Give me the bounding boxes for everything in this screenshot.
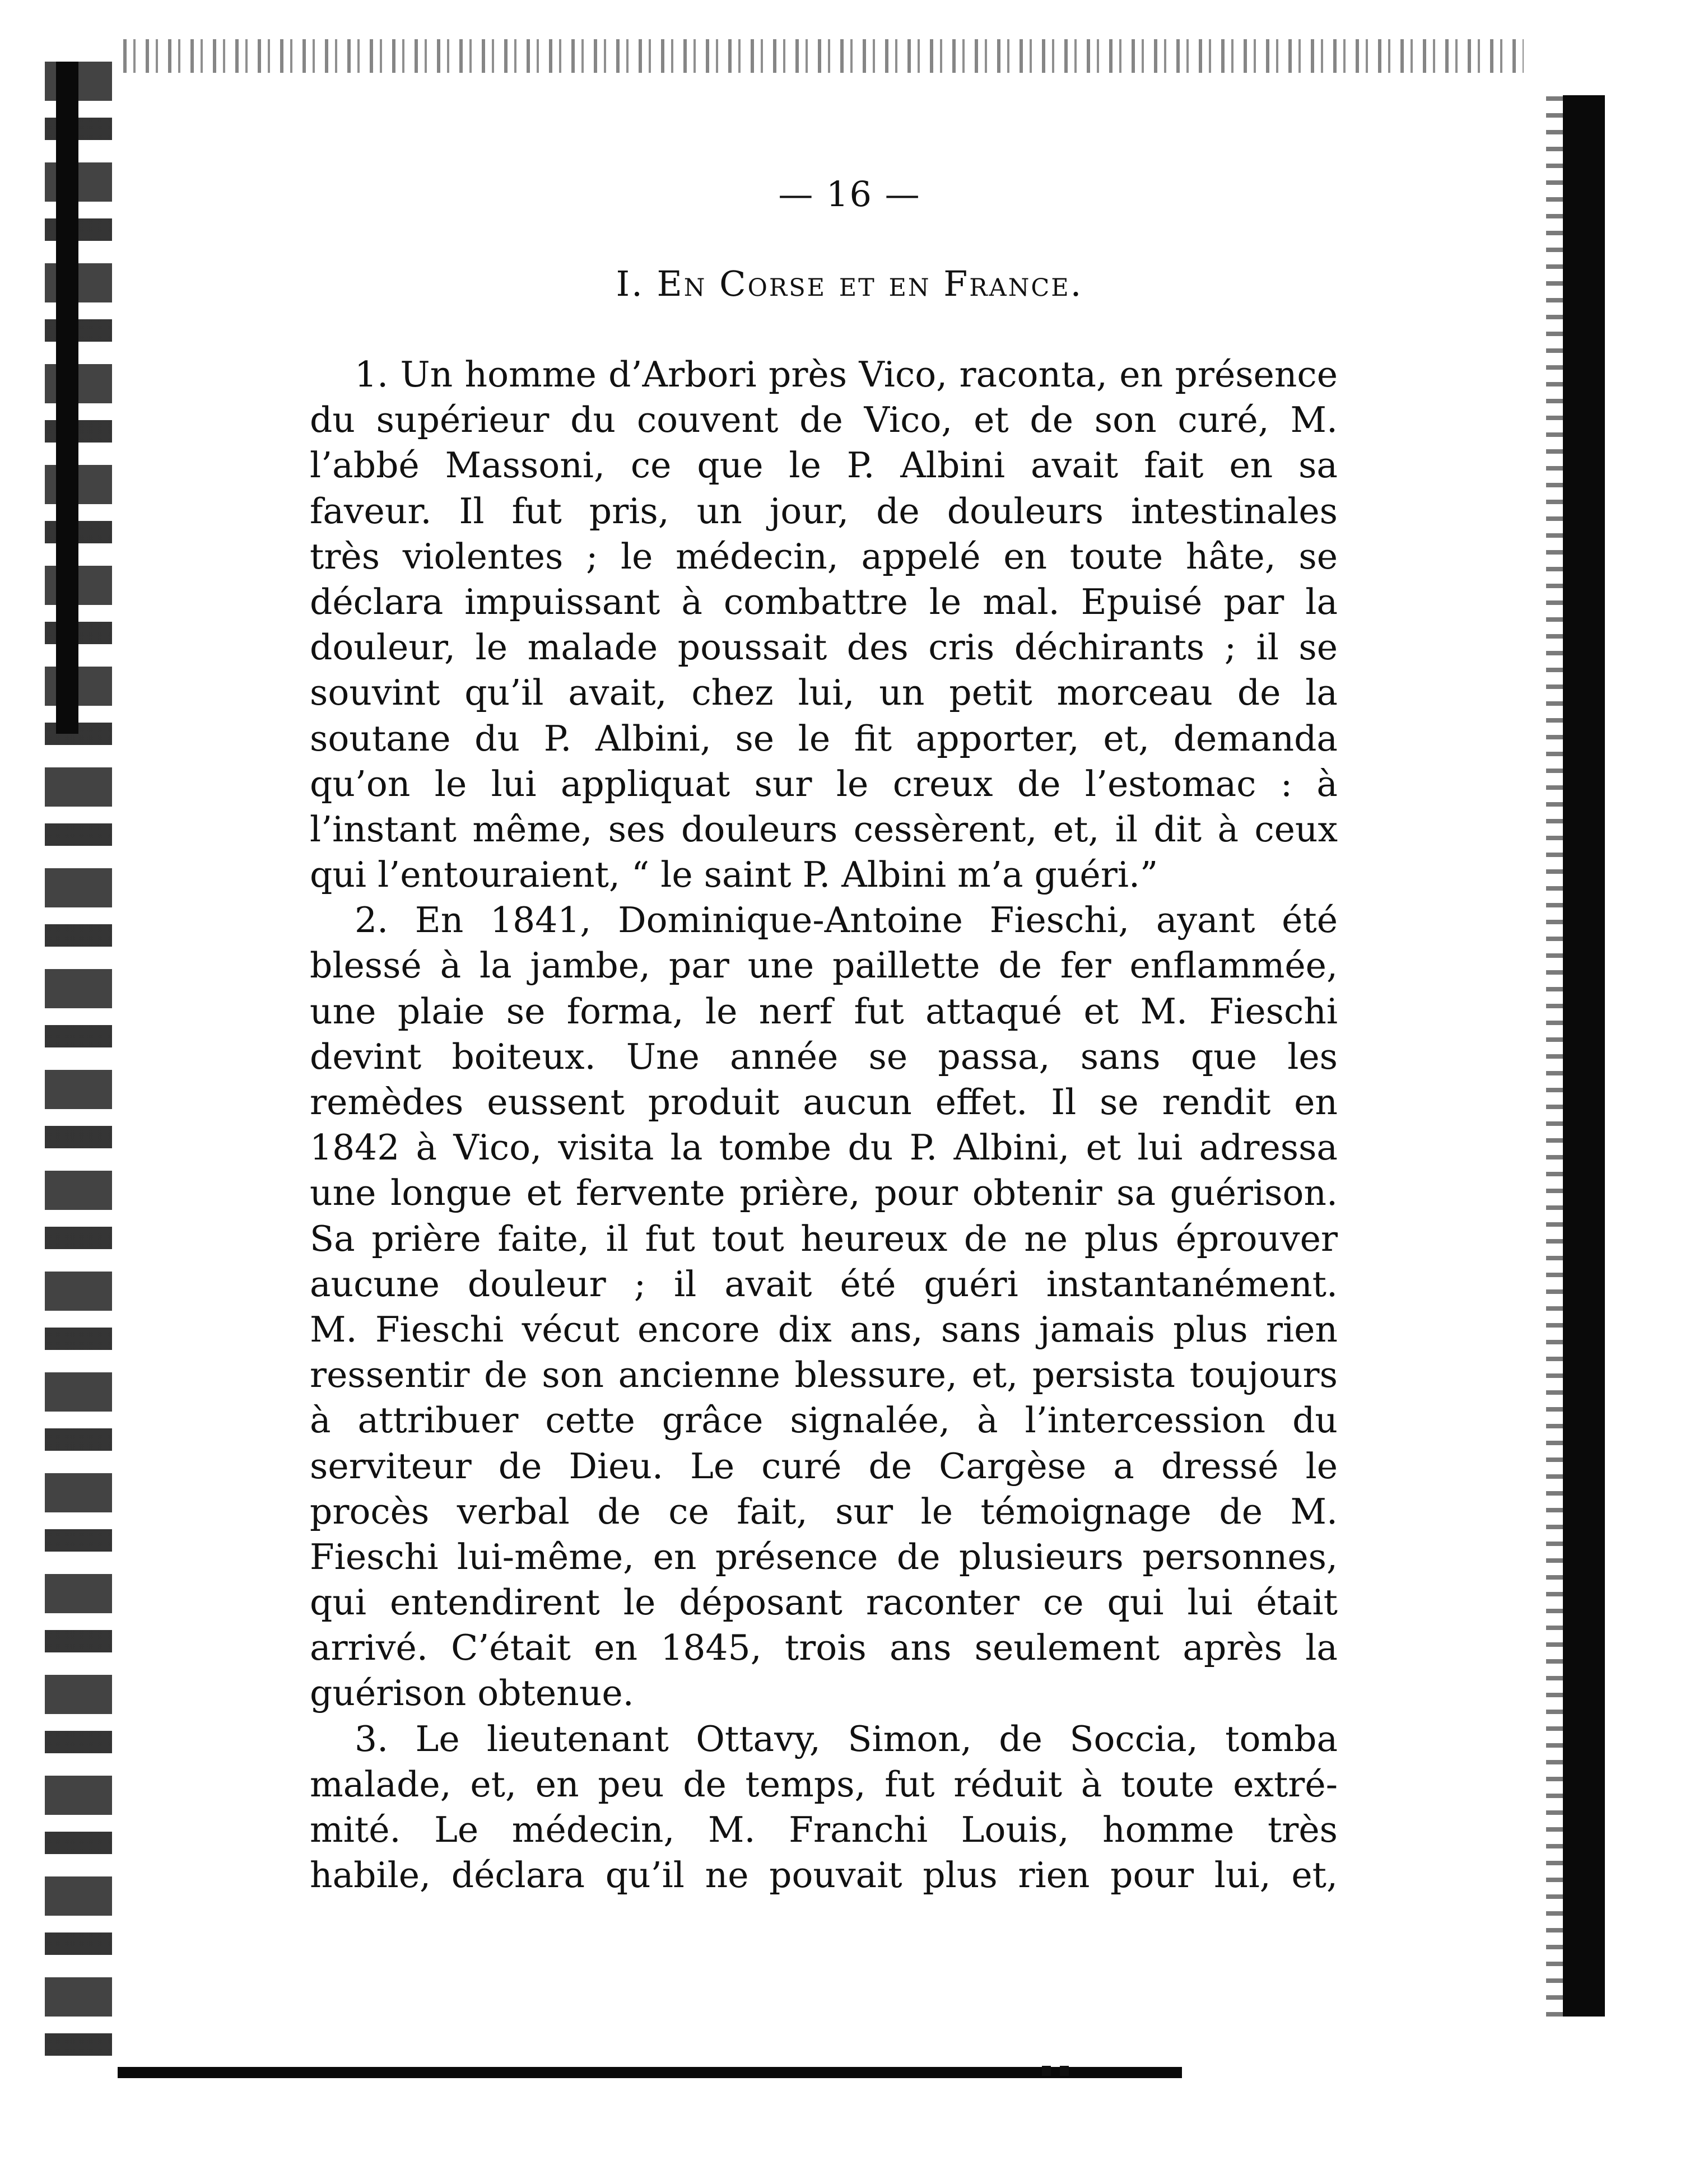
text-line: mité. Le médecin, M. Franchi Louis, homme très	[310, 1809, 1338, 1850]
page-number: — 16 —	[778, 174, 921, 215]
text-line: à attribuer cette grâce signalée, à l’intercession du	[310, 1400, 1338, 1441]
text-line: aucune douleur ; il avait été guéri instantanément.	[310, 1263, 1338, 1305]
scan-border-left	[45, 62, 112, 2056]
text-line: blessé à la jambe, par une paillette de fer enflammée,	[310, 945, 1338, 986]
text-line: habile, déclara qu’il ne pouvait plus rien pour lui, et,	[310, 1855, 1338, 1896]
text-line: qui entendirent le déposant raconter ce qui lui était	[310, 1582, 1338, 1623]
text-line: 1. Un homme d’Arbori près Vico, raconta, en présence	[355, 354, 1338, 395]
text-line: du supérieur du couvent de Vico, et de son curé, M.	[310, 399, 1338, 441]
text-line: devint boiteux. Une année se passa, sans que les	[310, 1036, 1338, 1077]
text-line: souvint qu’il avait, chez lui, un petit morceau de la	[310, 672, 1338, 714]
text-line: malade, et, en peu de temps, fut réduit à toute extré-	[310, 1763, 1338, 1805]
text-line: douleur, le malade poussait des cris déchirants ; il se	[310, 627, 1338, 668]
body-text	[310, 352, 1338, 1898]
text-line: guérison obtenue.	[310, 1673, 634, 1714]
section-title: I. En Corse et en France.	[616, 263, 1083, 304]
text-line: 1842 à Vico, visita la tombe du P. Albini, et lui adressa	[310, 1127, 1338, 1168]
scan-border-bottom	[118, 2067, 1182, 2078]
text-line: remèdes eussent produit aucun effet. Il se rendit en	[310, 1082, 1338, 1123]
text-line: une plaie se forma, le nerf fut attaqué et M. Fieschi	[310, 990, 1338, 1032]
text-line: M. Fieschi vécut encore dix ans, sans jamais plus rien	[310, 1308, 1338, 1350]
text-line: Fieschi lui-même, en présence de plusieurs personnes,	[310, 1536, 1338, 1577]
text-line: ressentir de son ancienne blessure, et, persista toujours	[310, 1354, 1338, 1396]
text-line: serviteur de Dieu. Le curé de Cargèse a dressé le	[310, 1445, 1338, 1487]
text-line: soutane du P. Albini, se le fit apporter, et, demanda	[310, 718, 1338, 759]
text-line: déclara impuissant à combattre le mal. Epuisé par la	[310, 581, 1338, 622]
scan-border-bottom-dots	[1042, 2066, 1076, 2076]
text-line: qu’on le lui appliquat sur le creux de l’estomac : à	[310, 763, 1338, 804]
scan-border-right	[1563, 95, 1605, 2017]
text-line: 2. En 1841, Dominique-Antoine Fieschi, ayant été	[355, 900, 1338, 941]
scan-border-left-dark	[56, 62, 78, 734]
scan-border-right-noise	[1546, 95, 1563, 2017]
text-line: procès verbal de ce fait, sur le témoignage de M.	[310, 1491, 1338, 1532]
text-line: Sa prière faite, il fut tout heureux de ne plus éprouver	[310, 1218, 1338, 1259]
text-line: faveur. Il fut pris, un jour, de douleurs intestinales	[310, 490, 1338, 532]
text-line: l’abbé Massoni, ce que le P. Albini avait fait en sa	[310, 445, 1338, 486]
scan-border-top	[123, 39, 1524, 73]
text-line: arrivé. C’était en 1845, trois ans seulement après la	[310, 1627, 1338, 1669]
text-line: une longue et fervente prière, pour obtenir sa guérison.	[310, 1172, 1338, 1214]
text-line: l’instant même, ses douleurs cessèrent, et, il dit à ceux	[310, 808, 1338, 850]
text-line: qui l’entouraient, “ le saint P. Albini m’a guéri.”	[310, 854, 1158, 896]
text-line: très violentes ; le médecin, appelé en toute hâte, se	[310, 535, 1338, 577]
text-line: 3. Le lieutenant Ottavy, Simon, de Soccia, tomba	[355, 1718, 1338, 1759]
